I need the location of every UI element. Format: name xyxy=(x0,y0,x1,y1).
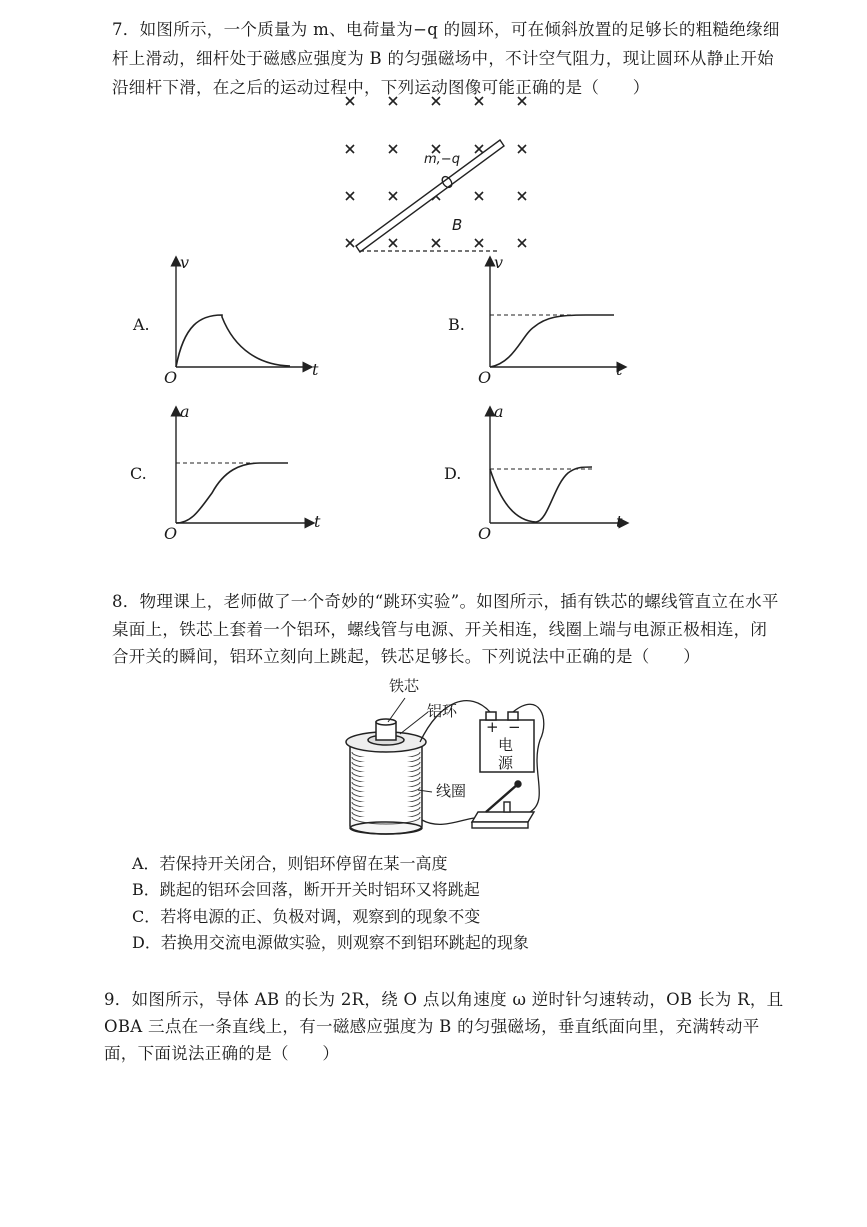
q9-text-line-1: 9．如图所示，导体 AB 的长为 2R，绕 O 点以角速度 ω 逆时针匀速转动，OB 长为 R，且 xyxy=(104,990,784,1009)
q8-option-b: B．跳起的铝环会回落，断开开关时铝环又将跳起 xyxy=(132,880,480,899)
q7-option-b-label: B. xyxy=(448,315,465,334)
q7-graph-c-yaxis: a xyxy=(180,402,190,421)
q7-field-label: B xyxy=(452,216,463,234)
q8-label-minus: − xyxy=(508,718,521,736)
q7-mass-charge-label: m,−q xyxy=(424,152,460,167)
coil-windings xyxy=(352,752,420,824)
q7-option-d-label: D. xyxy=(444,464,462,483)
switch xyxy=(472,781,534,828)
q8-text-line-1: 8．物理课上，老师做了一个奇妙的“跳环实验”。如图所示，插有铁芯的螺线管直立在水平 xyxy=(112,592,779,611)
q8-text-line-2: 桌面上，铁芯上套着一个铝环，螺线管与电源、开关相连，线圈上端与电源正极相连，闭 xyxy=(112,620,768,639)
q7-graph-a-origin: O xyxy=(164,368,178,387)
q9-text-line-3: 面，下面说法正确的是（ ） xyxy=(104,1044,340,1063)
q7-graph-d-xaxis: t xyxy=(616,512,623,531)
q8-label-core: 铁芯 xyxy=(389,677,420,695)
q7-graph-d-origin: O xyxy=(478,524,492,543)
q7-graph-c-origin: O xyxy=(164,524,178,543)
q8-label-ring: 铝环 xyxy=(427,702,458,720)
q8-label-plus: + xyxy=(486,718,499,736)
q8-option-c: C．若将电源的正、负极对调，观察到的现象不变 xyxy=(132,907,481,926)
q7-option-c-label: C. xyxy=(130,464,147,483)
q8-option-a: A．若保持开关闭合，则铝环停留在某一高度 xyxy=(132,854,448,873)
q7-text-line-1: 7．如图所示，一个质量为 m、电荷量为−q 的圆环，可在倾斜放置的足够长的粗糙绝缘细 xyxy=(112,20,780,39)
q7-text-line-2: 杆上滑动，细杆处于磁感应强度为 B 的匀强磁场中，不计空气阻力，现让圆环从静止开始 xyxy=(112,49,774,68)
q8-option-d: D．若换用交流电源做实验，则观察不到铝环跳起的现象 xyxy=(132,933,529,952)
q7-text-line-3: 沿细杆下滑，在之后的运动过程中，下列运动图像可能正确的是（ ） xyxy=(112,78,650,97)
q7-graph-b-origin: O xyxy=(478,368,492,387)
q8-label-coil: 线圈 xyxy=(436,782,467,800)
q8-label-source-1: 电 xyxy=(498,736,514,754)
q7-graph-a-yaxis: v xyxy=(180,253,190,272)
q8-label-source-2: 源 xyxy=(498,754,514,772)
q7-graph-a-xaxis: t xyxy=(312,360,319,379)
q7-option-a-label: A. xyxy=(133,315,150,334)
q8-text-line-3: 合开关的瞬间，铝环立刻向上跳起，铁芯足够长。下列说法中正确的是（ ） xyxy=(112,647,700,666)
q9-text-line-2: OBA 三点在一条直线上，有一磁感应强度为 B 的匀强磁场，垂直纸面向里，充满转动平 xyxy=(104,1017,760,1036)
q7-graph-b-yaxis: v xyxy=(494,253,504,272)
q7-graph-c-xaxis: t xyxy=(314,512,321,531)
q7-graph-b-xaxis: t xyxy=(616,360,623,379)
q7-graph-d-yaxis: a xyxy=(494,402,504,421)
